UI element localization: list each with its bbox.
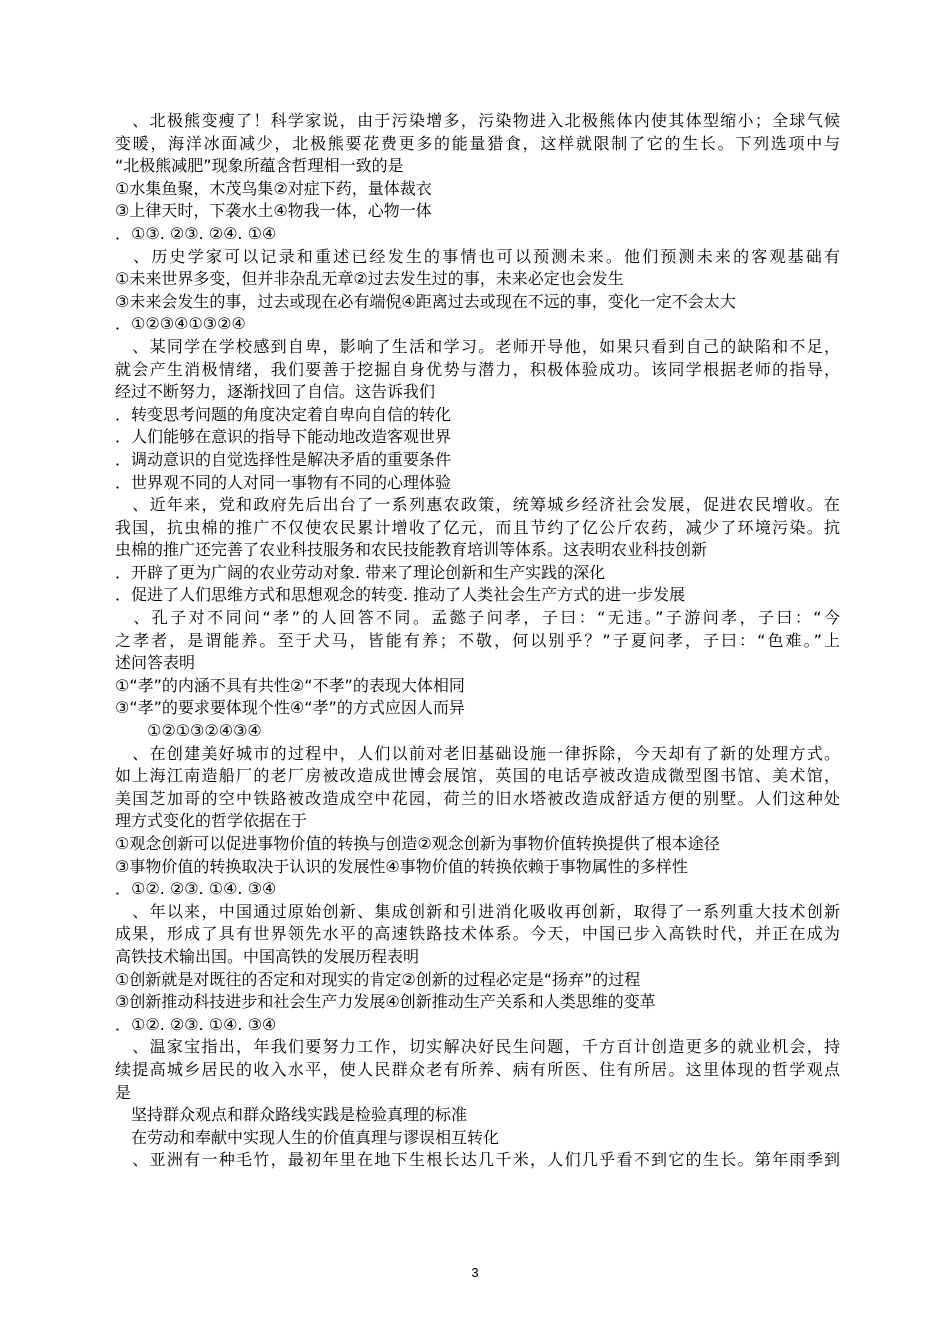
text-line: 理方式变化的哲学依据在于 xyxy=(115,811,308,831)
text-line: ．转变思考问题的角度决定着自卑向自信的转化 xyxy=(115,404,452,424)
text-line: 、温家宝指出，年我们要努力工作，切实解决好民生问题，千方百计创造更多的就业机会，持 xyxy=(115,1037,840,1057)
text-line: ．促进了人们思维方式和思想观念的转变. 推动了人类社会生产方式的进一步发展 xyxy=(115,585,686,605)
text-line: 、历史学家可以记录和重述已经发生的事情也可以预测未来。他们预测未来的客观基础有 xyxy=(115,246,840,266)
text-line: ．①②. ②③. ①④. ③④ xyxy=(115,1014,277,1034)
text-line: ③创新推动科技进步和社会生产力发展④创新推动生产关系和人类思维的变革 xyxy=(115,992,656,1012)
text-line: 、在创建美好城市的过程中，人们以前对老旧基础设施一律拆除，今天却有了新的处理方式。 xyxy=(115,743,840,763)
text-line: 高铁技术输出国。中国高铁的发展历程表明 xyxy=(115,946,420,966)
text-line: 、某同学在学校感到自卑，影响了生活和学习。老师开导他，如果只看到自己的缺陷和不足， xyxy=(115,336,840,356)
text-line: 述问答表明 xyxy=(115,653,196,673)
text-line: ③未来会发生的事，过去或现在必有端倪④距离过去或现在不远的事，变化一定不会太大 xyxy=(115,291,736,311)
text-line: 就会产生消极情绪，我们要善于挖掘自身优势与潜力，积极体验成功。该同学根据老师的指导， xyxy=(115,359,840,379)
text-line: ．调动意识的自觉选择性是解决矛盾的重要条件 xyxy=(115,449,452,469)
text-line: ①未来世界多变，但并非杂乱无章②过去发生过的事，未来必定也会发生 xyxy=(115,269,624,289)
text-line: 变暖，海洋冰面减少，北极熊要花费更多的能量猎食，这样就限制了它的生长。下列选项中与 xyxy=(115,133,840,153)
text-line: 我国，抗虫棉的推广不仅使农民累计增收了亿元，而且节约了亿公斤农药，减少了环境污染。抗 xyxy=(115,517,840,537)
text-line: 、年以来，中国通过原始创新、集成创新和引进消化吸收再创新，取得了一系列重大技术创新 xyxy=(115,901,840,921)
text-line: 经过不断努力，逐渐找回了自信。这告诉我们 xyxy=(115,382,436,402)
text-line: ．开辟了更为广阔的农业劳动对象. 带来了理论创新和生产实践的深化 xyxy=(115,562,606,582)
text-line: 续提高城乡居民的收入水平，使人民群众老有所养、病有所医、住有所居。这里体现的哲学观点 xyxy=(115,1059,840,1079)
text-line: 在劳动和奉献中实现人生的价值真理与谬误相互转化 xyxy=(115,1127,500,1147)
text-line: ③上律天时，下袭水土④物我一体，心物一体 xyxy=(115,201,432,221)
text-line: ．①②③④①③②④ xyxy=(115,314,246,334)
text-line: 是 xyxy=(115,1082,132,1102)
text-line: 、北极熊变瘦了！科学家说，由于污染增多，污染物进入北极熊体内使其体型缩小；全球气候 xyxy=(115,111,840,130)
text-line: ①②①③②④③④ xyxy=(115,721,262,741)
text-line: 、近年来，党和政府先后出台了一系列惠农政策，统筹城乡经济社会发展，促进农民增收。在 xyxy=(115,495,840,515)
text-line: 美国芝加哥的空中铁路被改造成空中花园，荷兰的旧水塔被改造成舒适方便的别墅。人们这种处 xyxy=(115,788,840,808)
text-line: ①“孝”的内涵不具有共性②“不孝”的表现大体相同 xyxy=(115,675,465,695)
text-line: ．人们能够在意识的指导下能动地改造客观世界 xyxy=(115,427,452,447)
text-line: 坚持群众观点和群众路线实践是检验真理的标准 xyxy=(115,1105,468,1125)
text-line: “北极熊减肥”现象所蕴含哲理相一致的是 xyxy=(115,156,404,176)
text-line: 、孔子对不同问“孝”的人回答不同。孟懿子问孝，子曰：“无违。”子游问孝，子曰：“今 xyxy=(115,608,840,628)
text-line: ①水集鱼聚，木茂鸟集②对症下药，量体裁衣 xyxy=(115,178,432,198)
text-line: 如上海江南造船厂的老厂房被改造成世博会展馆，英国的电话亭被改造成微型图书馆、美术馆， xyxy=(115,766,840,786)
text-line: ．世界观不同的人对同一事物有不同的心理体验 xyxy=(115,472,452,492)
text-line: ①创新就是对既往的否定和对现实的肯定②创新的过程必定是“扬弃”的过程 xyxy=(115,969,641,989)
document-body xyxy=(115,110,840,1172)
text-line: 虫棉的推广还完善了农业科技服务和农民技能教育培训等体系。这表明农业科技创新 xyxy=(115,540,708,560)
text-line: 、亚洲有一种毛竹，最初年里在地下生根长达几千米，人们几乎看不到它的生长。第年雨季到 xyxy=(115,1150,840,1170)
text-line: 之孝者，是谓能养。至于犬马，皆能有养；不敬，何以别乎？”子夏问孝，子曰：“色难。”上 xyxy=(115,630,840,650)
text-line: ．①②. ②③. ①④. ③④ xyxy=(115,879,277,899)
text-line: ③“孝”的要求要体现个性④“孝”的方式应因人而异 xyxy=(115,698,465,718)
text-line: ③事物价值的转换取决于认识的发展性④事物价值的转换依赖于事物属性的多样性 xyxy=(115,856,688,876)
text-line: ．①③. ②③. ②④. ①④ xyxy=(115,223,277,243)
text-line: 成果，形成了具有世界领先水平的高速铁路技术体系。今天，中国已步入高铁时代，并正在成为 xyxy=(115,924,840,944)
text-line: ①观念创新可以促进事物价值的转换与创造②观念创新为事物价值转换提供了根本途径 xyxy=(115,834,720,853)
page-number: 3 xyxy=(471,1265,479,1280)
